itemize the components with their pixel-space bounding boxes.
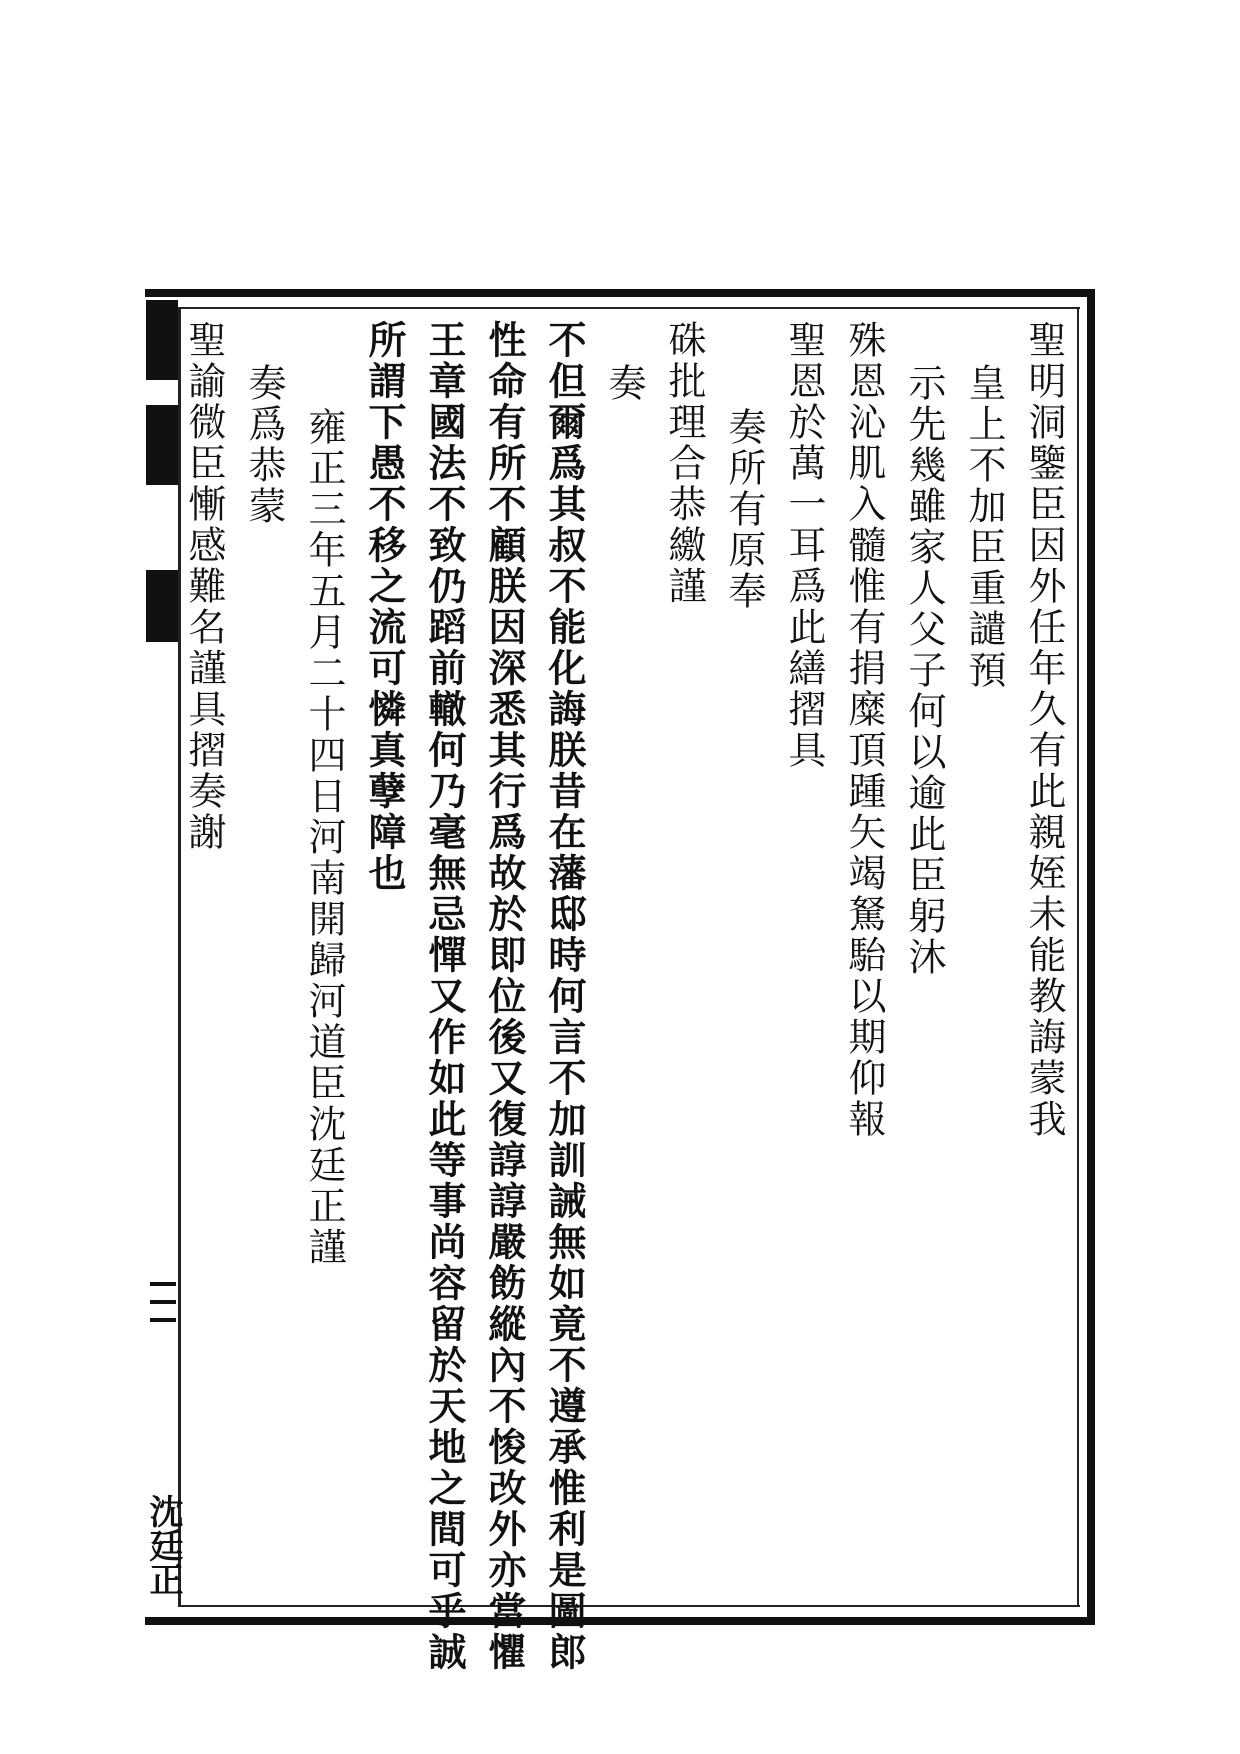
imperial-rescript-column: 性命有所不顧朕因深悉其行爲故於即位後又復諄諄嚴飭縱內不悛改外亦當懼 [482,320,527,1673]
text-column: 奏爲恭蒙 [242,363,286,527]
fold-line [178,307,181,1607]
margin-author-name: 沈廷正 [143,1494,183,1596]
imperial-rescript-column: 王章國法不致仍蹈前轍何乃毫無忌憚又作如此等事尚容留於天地之間可乎誠 [422,320,467,1673]
text-column: 皇上不加臣重譴預 [962,363,1006,691]
margin-title-block [146,405,178,485]
text-column: 硃批理合恭繳謹 [662,320,706,607]
margin-title-block [146,300,178,380]
margin-strip [145,297,178,1617]
text-column: 示先幾雖家人父子何以逾此臣躬沐 [902,363,946,978]
text-column: 聖恩於萬一耳爲此繕摺具 [782,320,826,771]
text-column: 聖諭微臣慚感難名謹具摺奏謝 [182,320,226,853]
inner-bottom-rule [180,1605,1080,1607]
imperial-rescript-column: 不但爾爲其叔不能化誨朕昔在藩邸時何言不加訓誡無如竟不遵承惟利是圖郎 [542,320,587,1673]
frame-top-border [145,289,1095,297]
text-column: 奏 [602,363,646,404]
inner-right-rule [1077,307,1079,1607]
date-signature-column: 雍正三年五月二十四日河南開歸河道臣沈廷正謹 [302,407,346,1268]
sheet-number-mark [150,1282,176,1352]
imperial-rescript-column: 所謂下愚不移之流可憐真孽障也 [362,320,407,894]
text-column: 奏所有原奉 [722,407,766,612]
text-column: 殊恩沁肌入髓惟有捐糜頂踵矢竭駑駘以期仰報 [842,320,886,1140]
frame-right-border [1087,289,1095,1625]
inner-top-rule [180,307,1080,309]
fish-tail-mark [146,570,178,642]
text-column: 聖明洞鑒臣因外任年久有此親姪未能教誨蒙我 [1022,320,1066,1140]
frame-bottom-border [145,1617,1095,1625]
